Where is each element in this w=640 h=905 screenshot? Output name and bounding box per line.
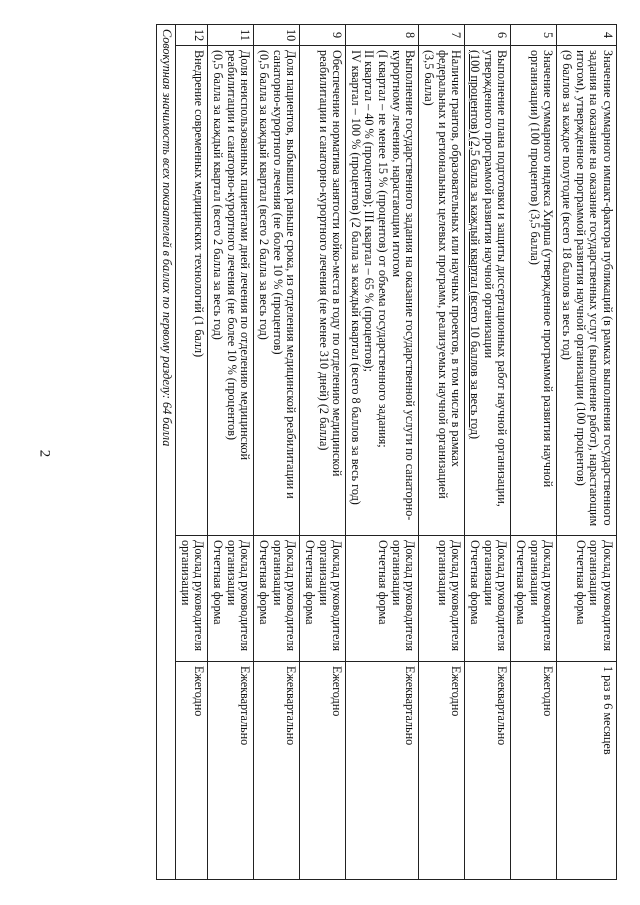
table-row [208,25,254,880]
report-form [511,536,557,662]
reporting-period: Ежеквартально [346,662,419,880]
indicators-table [156,24,617,880]
report-form [557,536,617,662]
indicator-line: утвержденного программой развития научной организации [481,50,496,359]
indicator-line: задания на оказание на оказание государственных услуг (выполнение работ), нарастающим [587,50,602,527]
indicator-line: Выполнение государственного задания на оказание государственной услуги по санаторно- [403,50,418,521]
indicator-line: (I квартал – не менее 15 % (процентов) от объема государственного задания; [376,50,391,448]
indicators-table-rotated [87,24,617,879]
indicator-line: курортному лечению, нарастающим итогом [389,50,404,278]
indicator-line: санаторно-курортного лечения (не более 10 % (процентов) [270,50,285,355]
report-line: Доклад руководителя [192,540,207,652]
report-form [346,536,419,662]
report-line: Доклад руководителя [330,540,345,652]
reporting-period: Ежеквартально [465,662,511,880]
table-row [557,25,617,880]
report-form [208,536,254,662]
report-form [175,536,207,662]
report-line: организации [481,540,496,606]
summary-row [157,25,176,880]
reporting-period: Ежегодно [419,662,465,880]
reporting-period: Ежегодно [175,662,207,880]
indicator-line: Значение суммарного импакт-фактора публикаций (в рамках выполнения государственного [601,50,615,526]
indicator-line: Значение суммарного индекса Хирша (утвержденное программой развития научной [541,50,556,488]
report-line: организации [270,540,285,606]
report-line: Отчетная форма [514,540,529,625]
indicator-text [419,46,465,536]
indicator-text [300,46,346,536]
table-row [300,25,346,880]
report-line: организации [178,540,193,606]
indicator-text [557,46,617,536]
indicator-line: Доля пациентов, выбывших раньше срока, из отделения медицинской реабилитации и [284,50,299,499]
report-line: Доклад руководителя [449,540,464,652]
report-line: Доклад руководителя [284,540,299,652]
table-row [346,25,419,880]
report-line: Доклад руководителя [601,540,615,652]
report-line: Отчетная форма [256,540,271,625]
indicator-line: Обеспечение норматива занятости койко-места в году по отделению медицинской [330,50,345,477]
indicator-line: Наличие грантов, образовательных или научных проектов, в том числе в рамках [449,50,464,467]
page-number: 2 [36,449,53,458]
indicator-line: (0,5 балла за каждый квартал (всего 2 балла за весь год) [256,50,271,340]
report-line: Доклад руководителя [541,540,556,652]
report-line: организации [224,540,239,606]
report-line: организации [435,540,450,606]
report-line: Отчетная форма [302,540,317,625]
indicator-line: Доля неиспользованных пациентами дней лечения по отделению медицинской [238,50,253,460]
indicator-line: (0,5 балла за каждый квартал (всего 2 балла за весь год) [210,50,225,340]
indicator-text [208,46,254,536]
row-number: 6 [465,25,511,46]
row-number: 12 [175,25,207,46]
row-number: 9 [300,25,346,46]
reporting-period: 1 раз в 6 месяцев [557,662,617,880]
indicator-line: реабилитации и санаторно-курортного лечения (не более 10 % (процентов) [224,50,239,441]
report-line: Доклад руководителя [403,540,418,652]
report-line: организации [527,540,542,606]
indicator-line: (100 процентов) (2,5 балла за каждый квартал (всего 10 баллов за весь год) [468,50,483,440]
indicators-table-body [157,25,617,880]
row-number: 7 [419,25,465,46]
indicator-text [346,46,419,536]
indicator-line: федеральных и региональных целевых программ, реализуемых научной организацией [435,50,450,499]
reporting-period: Ежегодно [300,662,346,880]
report-line: Отчетная форма [468,540,483,625]
report-line: Отчетная форма [210,540,225,625]
indicator-line: итогом), утвержденное программой развития научной организации (100 процентов) [573,50,588,486]
indicator-text [254,46,300,536]
report-line: Доклад руководителя [495,540,510,652]
indicator-text [175,46,207,536]
report-form [465,536,511,662]
report-line: организации [587,540,602,606]
indicator-line: Внедрение современных медицинских технологий (1 балл) [192,50,207,358]
table-row [419,25,465,880]
table-row [175,25,207,880]
table-row [254,25,300,880]
indicator-line: реабилитации и санаторно-курортного лечения (не менее 310 дней) (2 балла) [316,50,331,451]
report-form [254,536,300,662]
reporting-period: Ежегодно [511,662,557,880]
report-form [419,536,465,662]
indicator-line: (3,5 балла) [422,50,437,106]
report-line: организации [316,540,331,606]
indicator-line: (9 баллов за каждое полугодие (всего 18 баллов за весь год) [560,50,575,360]
table-row [511,25,557,880]
row-number: 5 [511,25,557,46]
indicator-line: организации) (100 процентов) (3,5 балла) [527,50,542,265]
reporting-period: Ежеквартально [208,662,254,880]
report-line: Отчетная форма [573,540,588,625]
indicator-line: II квартал – 40 % (процентов); III квартал – 65 % (процентов); [362,50,377,372]
row-number: 10 [254,25,300,46]
table-row [465,25,511,880]
row-number: 4 [557,25,617,46]
report-line: Доклад руководителя [238,540,253,652]
indicator-text [465,46,511,536]
row-number: 11 [208,25,254,46]
summary-text: Совокупная значимость всех показателей в баллах по первому разделу: 64 балла [157,25,176,880]
indicator-text [511,46,557,536]
report-line: Отчетная форма [376,540,391,625]
row-number: 8 [346,25,419,46]
reporting-period: Ежеквартально [254,662,300,880]
indicator-line: Выполнение плана подготовки и защиты диссертационных работ научной организации, [495,50,510,507]
report-form [300,536,346,662]
report-line: организации [389,540,404,606]
indicator-line: IV квартал – 100 % (процентов) (2 балла за каждый квартал (всего 8 баллов за весь год) [348,50,363,505]
